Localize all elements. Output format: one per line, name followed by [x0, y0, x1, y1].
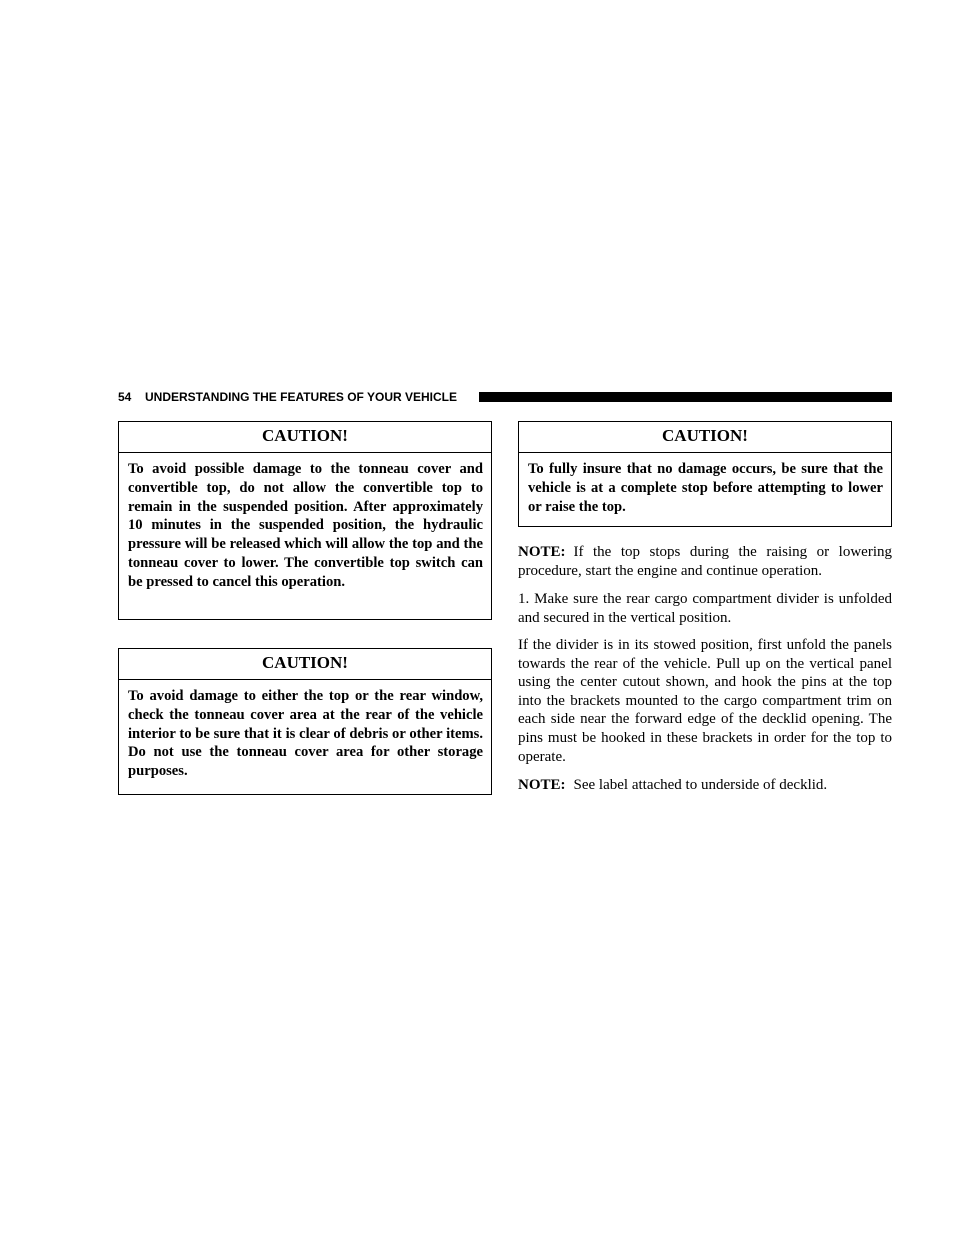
note-text: If the top stops during the raising or lowering procedure, start the engine and continue operation.: [518, 544, 892, 579]
page-number: 54: [118, 390, 132, 404]
caution-text: To avoid damage to either the top or the rear window, check the tonneau cover area at the rear of the vehicle interior to be sure that it is clear of debris or other items. Do not use the tonneau cover area for other storage purposes.: [128, 688, 483, 780]
caution-box-tonneau-area: [118, 648, 492, 795]
running-head-title: UNDERSTANDING THE FEATURES OF YOUR VEHICLE: [145, 390, 458, 404]
divider-instructions-paragraph: If the divider is in its stowed position, first unfold the panels towards the rear of the vehicle. Pull up on the vertical panel using the center cutout shown, and hook the pins at the top into the brackets mounted to the cargo compartment trim on each side near the forward edge of the decklid opening. The pins must be hooked in these brackets in order for the top to operate.: [518, 637, 892, 765]
caution-text: To avoid possible damage to the tonneau cover and convertible top, do not allow the convertible top to remain in the suspended position. After approximately 10 minutes in the suspended position, the hydraulic pressure will be released which will allow the top and the tonneau cover to lower. The convertible top switch can be pressed to cancel this operation.: [128, 461, 483, 590]
caution-title: CAUTION!: [519, 422, 891, 453]
note-label: NOTE:: [518, 544, 566, 560]
note-top-stops: [518, 543, 892, 580]
step-1-divider: 1. Make sure the rear cargo compartment divider is unfolded and secured in the vertical position.: [518, 591, 892, 626]
note-label: NOTE:: [518, 777, 566, 793]
header-rule-bar: [479, 392, 892, 402]
caution-box-complete-stop: [518, 421, 892, 527]
note-text: See label attached to underside of decklid.: [573, 777, 828, 793]
page-header: [118, 389, 892, 405]
note-decklid-label: [518, 776, 892, 795]
caution-box-suspended-position: [118, 421, 492, 620]
caution-title: CAUTION!: [119, 649, 491, 680]
caution-text: To fully insure that no damage occurs, be sure that the vehicle is at a complete stop before attempting to lower or raise the top.: [528, 461, 883, 515]
caution-title: CAUTION!: [119, 422, 491, 453]
